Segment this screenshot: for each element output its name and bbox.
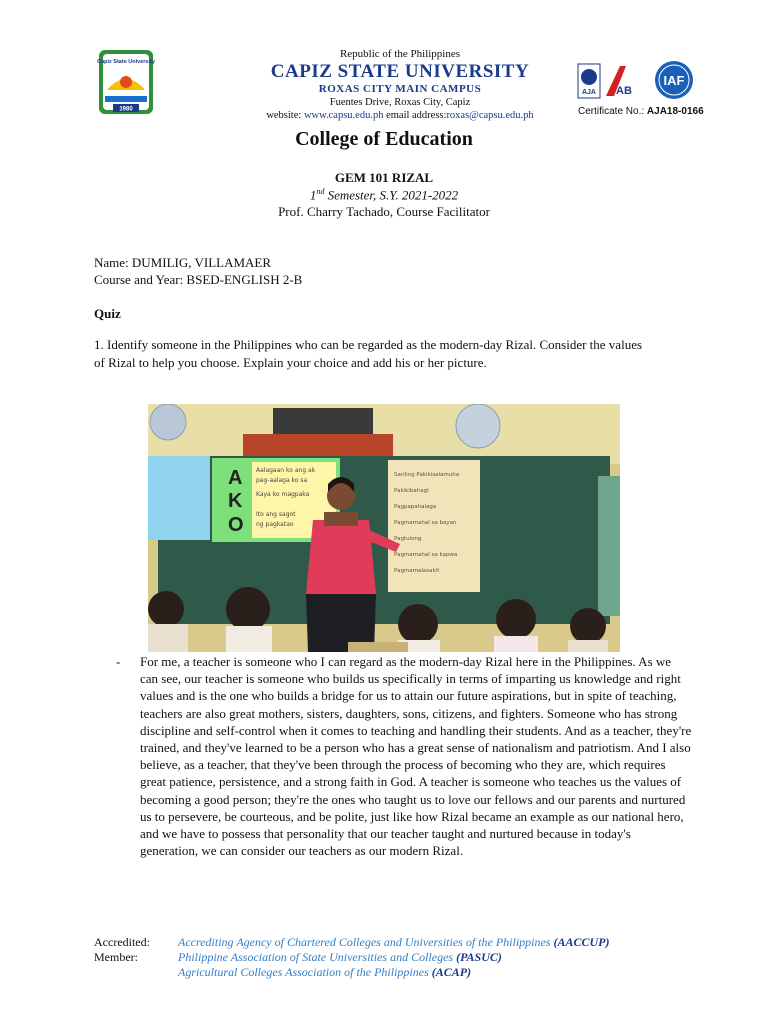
teacher-classroom-photo <box>148 404 620 652</box>
university-seal-logo <box>95 48 157 118</box>
svg-text:Ito ang sagot: Ito ang sagot <box>256 511 296 518</box>
answer-text: For me, a teacher is someone who I can regard as the modern-day Rizal here in the Philippines. As we can see, our teacher is someone who builds us specifically in terms of imparting us knowledge and right values and is the one who builds a bridge for us to attain our future aspirations, but in spite of teaching, teachers are also great mothers, sisters, daughters, sons, citizens, and fighters. Someone who has strong discipline and self-control when it comes to teaching and handling their students. And as a teacher, they're trained, and they've learned to be a person who has a great sense of nationalism and patriotism. And I also believe, as a teacher, that they've been through the process of becoming who they are, which requires great patience, persistence, and a strong faith in God. A teacher is someone who teaches us the values of becoming a good person; they're the ones who taught us to love our fellows and our parents and nurtured us to persevere, be courteous, and be polite, just like how Rizal became an example as our national hero, and we have to possess that personality that our teacher taught and nurtured because in today's generation, we can consider our teachers as our modern Rizal. <box>140 654 692 859</box>
svg-text:K: K <box>228 490 243 512</box>
svg-text:Pagmamahal sa kapwa: Pagmamahal sa kapwa <box>394 552 458 558</box>
republic-line: Republic of the Philippines <box>339 48 461 60</box>
accreditation-footer <box>94 935 610 980</box>
contact-line: website: www.capsu.edu.ph email address:roxas@capsu.edu.ph <box>266 110 534 121</box>
campus-address: Fuentes Drive, Roxas City, Capiz <box>329 97 471 108</box>
campus-name: ROXAS CITY MAIN CAMPUS <box>318 83 482 95</box>
footer-row-pasuc: Member: Philippine Association of State Universities and Colleges (PASUC) <box>94 950 502 964</box>
email-link[interactable]: roxas@capsu.edu.ph <box>446 110 534 121</box>
course-facilitator: Prof. Charry Tachado, Course Facilitator <box>278 204 490 219</box>
certificate-number: Certificate No.: AJA18-0166 <box>578 106 704 117</box>
svg-text:Aalagaan ko ang ak: Aalagaan ko ang ak <box>256 467 316 474</box>
member-label: Member: <box>94 950 138 964</box>
svg-text:ng pagkatao: ng pagkatao <box>256 521 294 528</box>
accredited-label: Accredited: <box>94 935 150 949</box>
website-link[interactable]: www.capsu.edu.ph <box>303 110 384 121</box>
letterhead <box>200 47 600 122</box>
svg-text:Pagmamalasakit: Pagmamalasakit <box>394 568 440 574</box>
quiz-question: 1. Identify someone in the Philippines who can be regarded as the modern-day Rizal. Consider the values of Rizal to help you choose. Explain your choice and add his or her picture. <box>94 337 643 370</box>
semester-line: 1nd Semester, S.Y. 2021-2022 <box>309 187 459 203</box>
svg-text:1980: 1980 <box>119 106 133 113</box>
student-info <box>94 254 302 288</box>
student-course-year: Course and Year: BSED-ENGLISH 2-B <box>94 272 303 287</box>
footer-row-aaccup: Accredited: Accrediting Agency of Chartered Colleges and Universities of the Philippines (AACCUP) <box>94 935 610 949</box>
svg-text:Pagtulong: Pagtulong <box>394 536 422 542</box>
svg-text:Pagmamahal sa bayan: Pagmamahal sa bayan <box>394 520 457 526</box>
svg-text:AB: AB <box>616 85 632 97</box>
course-code: GEM 101 RIZAL <box>334 170 434 185</box>
svg-text:Pakikibahagi: Pakikibahagi <box>394 488 429 494</box>
svg-text:AJA: AJA <box>581 89 597 96</box>
svg-text:pag-aalaga ko sa: pag-aalaga ko sa <box>256 477 308 484</box>
student-name: Name: DUMILIG, VILLAMAER <box>94 255 272 270</box>
svg-text:A: A <box>228 467 243 489</box>
svg-text:Capiz State University: Capiz State University <box>97 59 155 65</box>
quiz-heading: Quiz <box>94 306 121 321</box>
svg-text:Kaya ko magpaka: Kaya ko magpaka <box>256 491 310 498</box>
college-title: College of Education <box>295 128 473 150</box>
answer-bullet: - <box>116 654 121 669</box>
footer-row-acap: Agricultural Colleges Association of the Philippines (ACAP) <box>178 965 472 979</box>
svg-text:Sariling Pakikisalamuha: Sariling Pakikisalamuha <box>394 472 460 478</box>
svg-text:O: O <box>228 514 244 536</box>
university-name: CAPIZ STATE UNIVERSITY <box>270 61 530 82</box>
svg-text:Pagpapahalaga: Pagpapahalaga <box>394 504 437 510</box>
svg-text:IAF: IAF <box>663 73 685 88</box>
